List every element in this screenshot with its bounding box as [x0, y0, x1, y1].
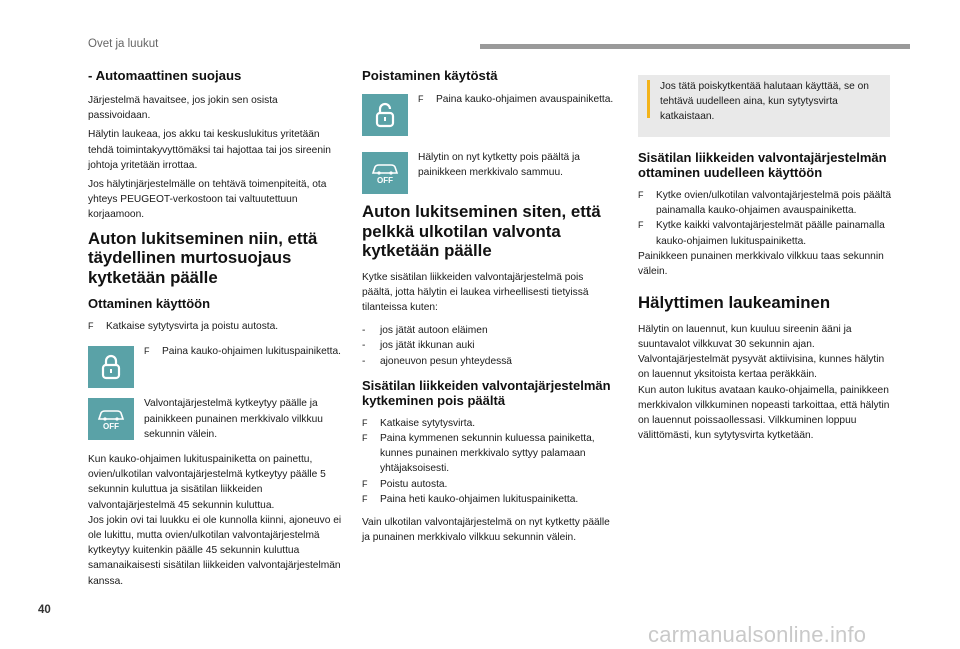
paragraph: Hälytin laukeaa, jos akku tai keskuslukitus yritetään tehdä toimintakyvyttömäksi tai hajottaa tai jos sireenin johtoja yritetään irrottaa. [88, 129, 331, 171]
car-alarm-off-icon: OFF [88, 398, 134, 440]
dash-item: - jos jätät autoon eläimen [362, 325, 488, 337]
heading-interior-on: Sisätilan liikkeiden valvontajärjestelmän ottaminen uudelleen käyttöön [638, 150, 887, 180]
column-3 [638, 150, 892, 447]
bullet-item: F Paina heti kauko-ohjaimen lukituspainiketta. [362, 493, 579, 505]
dash-item: - ajoneuvon pesun yhteydessä [362, 355, 512, 367]
heading-alarm-trigger: Hälyttimen laukeaminen [638, 293, 831, 313]
paragraph: Kun kauko-ohjaimen lukituspainiketta on painettu, ovien/ulkotilan valvontajärjestelmä kytkeytyy päälle 5 sekunnin kuluttua ja sisätilan liikkeiden valvontajärjestelmä 45 sekunnin kuluttua. [88, 453, 326, 511]
paragraph: Valvontajärjestelmät pysyvät aktiivisina, kunnes hälytin on lauennut yksitoista kertaa peräkkäin. [638, 354, 885, 381]
heading-exterior-lock: Auton lukitseminen siten, että pelkkä ulkotilan valvonta kytketään päälle [362, 202, 601, 260]
bullet-item: F Paina kymmenen sekunnin kuluessa painiketta, kunnes punainen merkkivalo syttyy palamaan yhtäjaksoisesti. [362, 432, 595, 475]
bullet-item: F Poistu autosta. [362, 478, 448, 490]
unlock-instruction: F Paina kauko-ohjaimen avauspainiketta. [362, 94, 616, 136]
car-alarm-off-icon: OFF [362, 152, 408, 194]
paragraph: Järjestelmä havaitsee, jos jokin sen osista passivoidaan. [88, 95, 278, 122]
alarm-off-indicator: OFF Valvontajärjestelmä kytkeytyy päälle ja painikkeen punainen merkkivalo vilkkuu sekunnin välein. [88, 398, 342, 442]
paragraph: Jos jokin ovi tai luukku ei ole kunnolla kiinni, ajoneuvo ei ole lukittu, mutta ovien/ulkotilan valvontajärjestelmä kytkeytyy kuitenkin päälle 45 sekunnin kuluttua samanaikaisesti sisätilan liikkeiden valvontajärjestelmän kanssa. [88, 514, 342, 587]
paragraph: Vain ulkotilan valvontajärjestelmä on nyt kytketty päälle ja punainen merkkivalo vilkkuu sekunnin välein. [362, 516, 610, 544]
bullet-icon: F [418, 94, 424, 104]
heading-activation: Ottaminen käyttöön [88, 296, 211, 312]
header-bar [480, 44, 910, 49]
dash-item: - jos jätät ikkunan auki [362, 340, 475, 352]
paragraph: Jos hälytinjärjestelmälle on tehtävä toimenpiteitä, ota yhteys PEUGEOT-verkostoon tai valtuutettuun korjaamoon. [88, 179, 327, 221]
page-number: 40 [38, 604, 51, 616]
padlock-open-icon [362, 94, 408, 136]
section-title: Ovet ja luukut [88, 38, 159, 50]
column-1 [88, 68, 342, 593]
bullet-icon: F [88, 321, 94, 332]
lock-instruction: F Paina kauko-ohjaimen lukituspainiketta. [88, 346, 342, 388]
heading-interior-off: Sisätilan liikkeiden valvontajärjestelmän kytkeminen pois päältä [362, 377, 611, 408]
watermark: carmanualsonline.info [648, 622, 867, 647]
bullet-item: F Katkaise sytytysvirta. [362, 417, 476, 429]
alarm-off-indicator-2: OFF Hälytin on nyt kytketty pois päältä ja painikkeen merkkivalo sammuu. [362, 152, 616, 194]
bullet-icon: F [144, 346, 150, 357]
paragraph: Kytke sisätilan liikkeiden valvontajärjestelmä pois päältä, jotta hälytin ei laukea virheellisesti tietyissä tilanteissa kuten: [362, 271, 589, 313]
paragraph: Painikkeen punainen merkkivalo vilkkuu taas sekunnin välein. [638, 250, 884, 278]
paragraph: Hälytin on lauennut, kun kuuluu sireenin ääni ja suuntavalot vilkkuvat 30 sekunnin ajan. [638, 323, 852, 350]
paragraph: Kun auton lukitus avataan kauko-ohjaimella, painikkeen merkkivalon vilkkuminen nopeasti tarkoittaa, että hälytin on lauennut poissaollessasi. Vilkkuminen loppuu välittömästi, kun sytytysvirta kytketään. [638, 384, 890, 442]
heading-full-lock: Auton lukitseminen niin, että täydellinen murtosuojaus kytketään päälle [88, 228, 318, 287]
bullet-item: F Kytke ovien/ulkotilan valvontajärjestelmä pois päältä painamalla kauko-ohjaimen avauspainiketta. [638, 190, 892, 217]
heading-auto-protection: - Automaattinen suojaus [88, 68, 242, 83]
info-box: Jos tätä poiskytkentää halutaan käyttää, se on tehtävä uudelleen aina, kun sytytysvirta katkaistaan. [638, 75, 890, 137]
info-icon [647, 80, 650, 118]
bullet-item: F Katkaise sytytysvirta ja poistu autosta. [88, 319, 342, 334]
padlock-locked-icon [88, 346, 134, 388]
column-2 [362, 68, 616, 549]
bullet-item: F Kytke kaikki valvontajärjestelmät päälle painamalla kauko-ohjaimen lukituspainiketta. [638, 220, 885, 247]
heading-deactivation: Poistaminen käytöstä [362, 68, 498, 83]
